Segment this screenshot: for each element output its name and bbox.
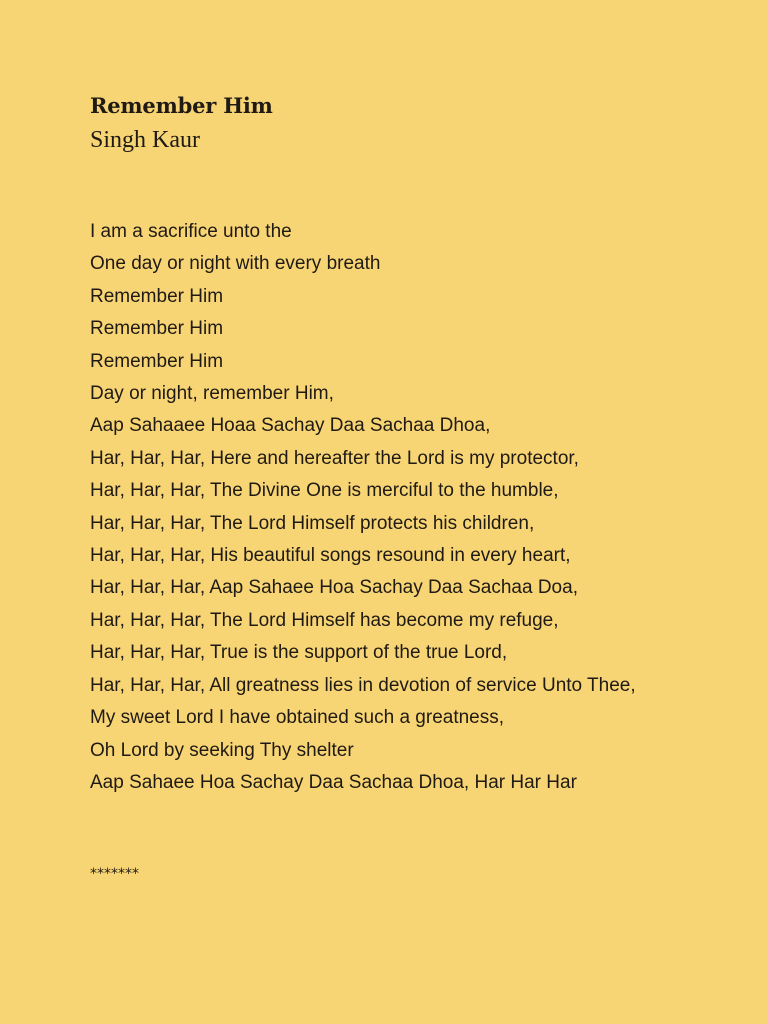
poem-line: I am a sacrifice unto the bbox=[90, 221, 292, 242]
poem-title: Remember Him bbox=[90, 93, 273, 118]
poem-line: Har, Har, Har, The Lord Himself protects his children, bbox=[90, 512, 535, 534]
poem-line: Aap Sahaaee Hoaa Sachay Daa Sachaa Dhoa, bbox=[90, 415, 491, 437]
poem-body bbox=[90, 216, 730, 799]
poem-line: Har, Har, Har, True is the support of the true Lord, bbox=[90, 642, 508, 664]
poem-line: Remember Him bbox=[90, 285, 224, 307]
poem-author: Singh Kaur bbox=[90, 127, 200, 153]
poem-line: Aap Sahaee Hoa Sachay Daa Sachaa Dhoa, Har Har Har bbox=[90, 771, 577, 793]
poem-line: One day or night with every breath bbox=[90, 253, 381, 275]
poem-line: Har, Har, Har, His beautiful songs resound in every heart, bbox=[90, 545, 571, 567]
poem-page bbox=[90, 92, 730, 799]
poem-line: My sweet Lord I have obtained such a greatness, bbox=[90, 707, 505, 729]
poem-line: Har, Har, Har, Here and hereafter the Lord is my protector, bbox=[90, 447, 579, 469]
poem-line: Har, Har, Har, All greatness lies in devotion of service Unto Thee, bbox=[90, 674, 636, 696]
poem-line: Remember Him bbox=[90, 318, 224, 340]
poem-line: Oh Lord by seeking Thy shelter bbox=[90, 739, 354, 761]
poem-line: Day or night, remember Him, bbox=[90, 383, 334, 405]
poem-line: Har, Har, Har, Aap Sahaee Hoa Sachay Daa Sachaa Doa, bbox=[90, 577, 578, 599]
poem-line: Har, Har, Har, The Divine One is merciful to the humble, bbox=[90, 480, 559, 502]
poem-line: Har, Har, Har, The Lord Himself has become my refuge, bbox=[90, 609, 559, 631]
section-separator: ******* bbox=[90, 866, 139, 882]
poem-line: Remember Him bbox=[90, 350, 224, 372]
